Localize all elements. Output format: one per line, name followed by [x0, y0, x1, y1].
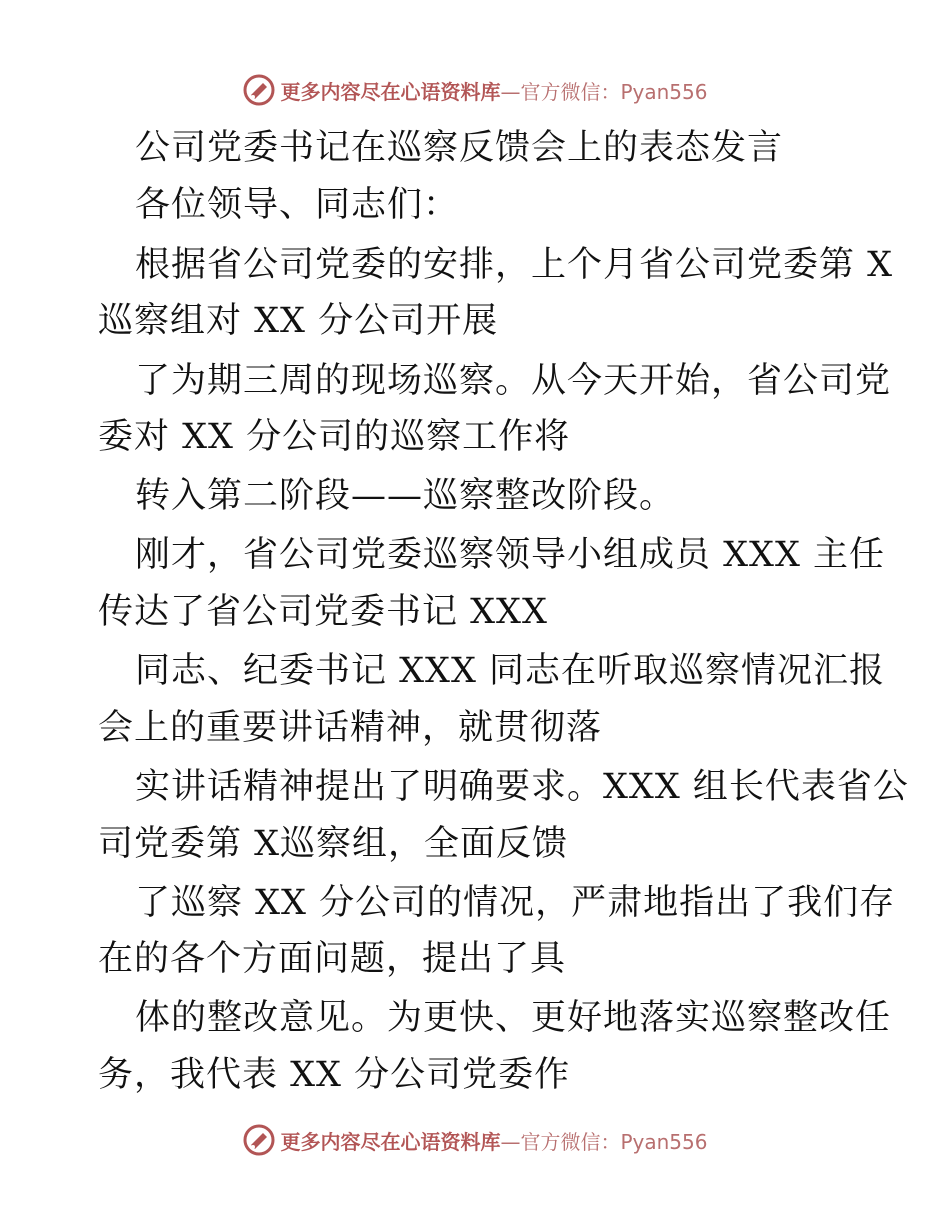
paragraph-line: 委对 XX 分公司的巡察工作将	[98, 417, 571, 457]
document-title: 公司党委书记在巡察反馈会上的表态发言	[135, 128, 784, 168]
paragraph-line: 传达了省公司党委书记 XXX	[98, 592, 548, 632]
paragraph-line: 了为期三周的现场巡察。从今天开始，省公司党	[135, 361, 892, 401]
header-banner-sep: —	[500, 79, 521, 104]
paragraph-line: 根据省公司党委的安排，上个月省公司党委第 X	[135, 245, 894, 285]
footer-banner-contact: 官方微信：Pyan556	[520, 1129, 708, 1154]
paragraph-line: 了巡察 XX 分公司的情况，严肃地指出了我们存	[135, 883, 896, 923]
footer-banner-sep: —	[500, 1129, 521, 1154]
paragraph-line: 巡察组对 XX 分公司开展	[98, 301, 499, 341]
paragraph-line: 体的整改意见。为更快、更好地落实巡察整改任	[135, 998, 892, 1038]
red-circle-pen-logo-icon	[242, 1123, 276, 1157]
footer-banner	[0, 1120, 950, 1160]
salutation: 各位领导、同志们：	[135, 185, 460, 225]
red-circle-pen-logo-icon	[242, 73, 276, 107]
header-banner-main: 更多内容尽在心语资料库	[280, 79, 501, 104]
paragraph-line: 司党委第 X巡察组，全面反馈	[98, 824, 569, 864]
paragraph-line: 务，我代表 XX 分公司党委作	[98, 1055, 571, 1095]
paragraph-line: 转入第二阶段——巡察整改阶段。	[135, 476, 676, 516]
paragraph-line: 实讲话精神提出了明确要求。XXX 组长代表省公	[135, 767, 909, 807]
paragraph-line: 刚才，省公司党委巡察领导小组成员 XXX 主任	[135, 535, 886, 575]
header-banner	[0, 70, 950, 110]
paragraph-line: 同志、纪委书记 XXX 同志在听取巡察情况汇报	[135, 651, 886, 691]
header-banner-contact: 官方微信：Pyan556	[520, 79, 708, 104]
header-banner-text	[280, 76, 707, 105]
footer-banner-main: 更多内容尽在心语资料库	[280, 1129, 501, 1154]
footer-banner-text	[280, 1126, 707, 1155]
paragraph-line: 会上的重要讲话精神，就贯彻落	[98, 708, 603, 748]
paragraph-line: 在的各个方面问题，提出了具	[98, 939, 567, 979]
